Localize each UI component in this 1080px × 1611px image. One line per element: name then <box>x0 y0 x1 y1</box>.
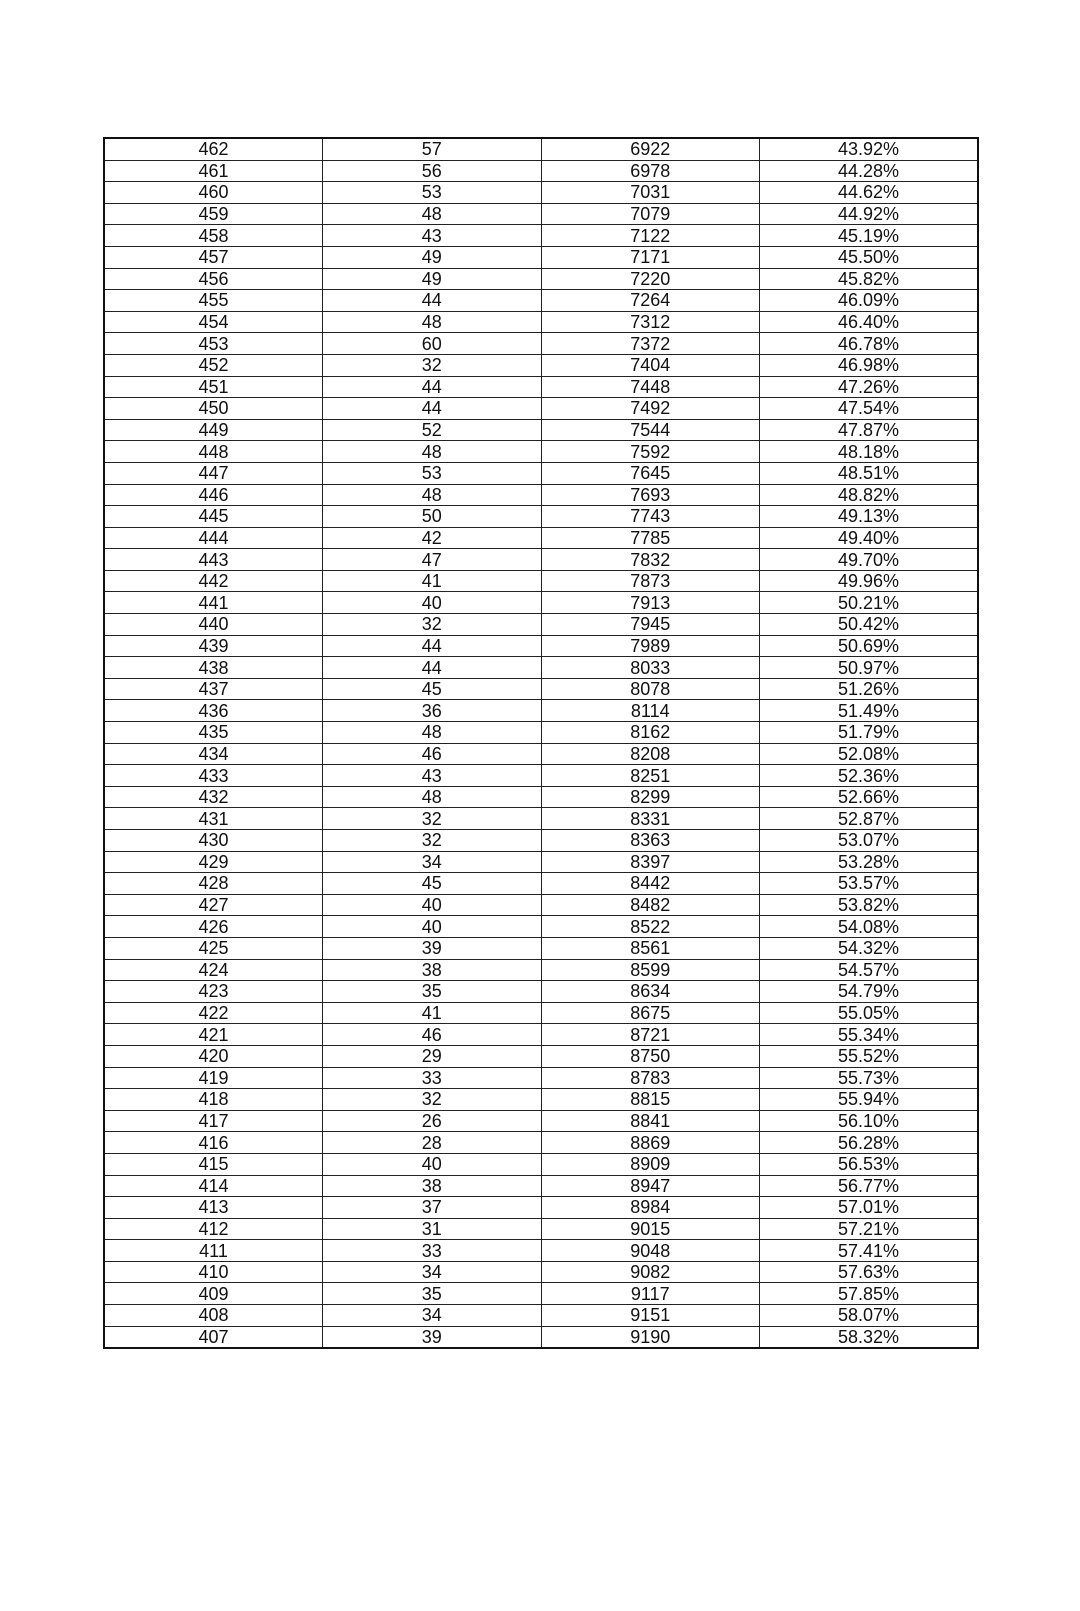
table-body <box>104 138 978 1348</box>
cumulative-count-cell: 7220 <box>541 268 760 290</box>
score-cell: 436 <box>104 700 323 722</box>
cumulative-count-cell: 7873 <box>541 570 760 592</box>
score-cell: 414 <box>104 1175 323 1197</box>
cumulative-count-cell: 7312 <box>541 311 760 333</box>
cumulative-percent-cell: 55.52% <box>760 1045 979 1067</box>
cumulative-percent-cell: 52.36% <box>760 765 979 787</box>
count-cell: 45 <box>323 678 542 700</box>
score-cell: 426 <box>104 916 323 938</box>
count-cell: 60 <box>323 333 542 355</box>
cumulative-percent-cell: 45.19% <box>760 225 979 247</box>
count-cell: 49 <box>323 246 542 268</box>
cumulative-percent-cell: 53.07% <box>760 830 979 852</box>
table-row <box>104 1110 978 1132</box>
table-row <box>104 1283 978 1305</box>
score-cell: 435 <box>104 722 323 744</box>
score-cell: 437 <box>104 678 323 700</box>
count-cell: 50 <box>323 506 542 528</box>
score-cell: 445 <box>104 506 323 528</box>
table-row <box>104 722 978 744</box>
cumulative-percent-cell: 50.69% <box>760 635 979 657</box>
cumulative-percent-cell: 50.42% <box>760 614 979 636</box>
count-cell: 57 <box>323 138 542 160</box>
table-row <box>104 700 978 722</box>
count-cell: 40 <box>323 592 542 614</box>
count-cell: 33 <box>323 1067 542 1089</box>
count-cell: 47 <box>323 549 542 571</box>
cumulative-count-cell: 8299 <box>541 786 760 808</box>
cumulative-percent-cell: 50.97% <box>760 657 979 679</box>
cumulative-count-cell: 8634 <box>541 981 760 1003</box>
cumulative-count-cell: 8561 <box>541 937 760 959</box>
score-cell: 456 <box>104 268 323 290</box>
cumulative-percent-cell: 57.63% <box>760 1261 979 1283</box>
cumulative-percent-cell: 55.05% <box>760 1002 979 1024</box>
cumulative-percent-cell: 56.77% <box>760 1175 979 1197</box>
score-cell: 454 <box>104 311 323 333</box>
cumulative-percent-cell: 58.07% <box>760 1305 979 1327</box>
cumulative-percent-cell: 57.85% <box>760 1283 979 1305</box>
table-row <box>104 1089 978 1111</box>
cumulative-percent-cell: 49.13% <box>760 506 979 528</box>
cumulative-count-cell: 7031 <box>541 182 760 204</box>
count-cell: 48 <box>323 484 542 506</box>
cumulative-count-cell: 7785 <box>541 527 760 549</box>
cumulative-count-cell: 8114 <box>541 700 760 722</box>
cumulative-count-cell: 8522 <box>541 916 760 938</box>
table-row <box>104 937 978 959</box>
count-cell: 42 <box>323 527 542 549</box>
score-cell: 427 <box>104 894 323 916</box>
count-cell: 56 <box>323 160 542 182</box>
cumulative-percent-cell: 48.51% <box>760 462 979 484</box>
cumulative-count-cell: 7448 <box>541 376 760 398</box>
cumulative-count-cell: 8783 <box>541 1067 760 1089</box>
table-row <box>104 959 978 981</box>
cumulative-percent-cell: 55.94% <box>760 1089 979 1111</box>
score-cell: 425 <box>104 937 323 959</box>
cumulative-count-cell: 7171 <box>541 246 760 268</box>
count-cell: 40 <box>323 1153 542 1175</box>
table-row <box>104 160 978 182</box>
table-row <box>104 333 978 355</box>
score-cell: 447 <box>104 462 323 484</box>
table-row <box>104 851 978 873</box>
table-row <box>104 311 978 333</box>
cumulative-count-cell: 7693 <box>541 484 760 506</box>
cumulative-percent-cell: 58.32% <box>760 1326 979 1348</box>
count-cell: 39 <box>323 937 542 959</box>
cumulative-count-cell: 7544 <box>541 419 760 441</box>
score-cell: 429 <box>104 851 323 873</box>
cumulative-count-cell: 6978 <box>541 160 760 182</box>
table-row <box>104 1045 978 1067</box>
count-cell: 34 <box>323 1261 542 1283</box>
table-row <box>104 549 978 571</box>
cumulative-count-cell: 8599 <box>541 959 760 981</box>
cumulative-count-cell: 7372 <box>541 333 760 355</box>
table-row <box>104 981 978 1003</box>
score-cell: 411 <box>104 1240 323 1262</box>
table-row <box>104 1175 978 1197</box>
table-row <box>104 830 978 852</box>
cumulative-percent-cell: 54.08% <box>760 916 979 938</box>
count-cell: 48 <box>323 786 542 808</box>
table-row <box>104 1024 978 1046</box>
table-row <box>104 614 978 636</box>
table-row <box>104 441 978 463</box>
cumulative-count-cell: 8909 <box>541 1153 760 1175</box>
count-cell: 34 <box>323 851 542 873</box>
cumulative-percent-cell: 56.10% <box>760 1110 979 1132</box>
cumulative-count-cell: 7832 <box>541 549 760 571</box>
cumulative-percent-cell: 53.57% <box>760 873 979 895</box>
score-cell: 459 <box>104 203 323 225</box>
cumulative-count-cell: 9015 <box>541 1218 760 1240</box>
cumulative-count-cell: 8984 <box>541 1197 760 1219</box>
score-cell: 417 <box>104 1110 323 1132</box>
count-cell: 28 <box>323 1132 542 1154</box>
cumulative-count-cell: 9082 <box>541 1261 760 1283</box>
score-cell: 415 <box>104 1153 323 1175</box>
cumulative-count-cell: 7264 <box>541 290 760 312</box>
cumulative-percent-cell: 44.28% <box>760 160 979 182</box>
cumulative-percent-cell: 51.79% <box>760 722 979 744</box>
score-cell: 439 <box>104 635 323 657</box>
cumulative-percent-cell: 56.28% <box>760 1132 979 1154</box>
score-cell: 420 <box>104 1045 323 1067</box>
count-cell: 26 <box>323 1110 542 1132</box>
count-cell: 33 <box>323 1240 542 1262</box>
score-cell: 422 <box>104 1002 323 1024</box>
cumulative-count-cell: 7492 <box>541 398 760 420</box>
cumulative-count-cell: 8033 <box>541 657 760 679</box>
count-cell: 52 <box>323 419 542 441</box>
table-row <box>104 1067 978 1089</box>
table-row <box>104 743 978 765</box>
score-cell: 428 <box>104 873 323 895</box>
score-cell: 416 <box>104 1132 323 1154</box>
table-row <box>104 808 978 830</box>
count-cell: 38 <box>323 959 542 981</box>
table-row <box>104 246 978 268</box>
count-cell: 38 <box>323 1175 542 1197</box>
table-row <box>104 1132 978 1154</box>
table-row <box>104 290 978 312</box>
score-cell: 432 <box>104 786 323 808</box>
cumulative-percent-cell: 43.92% <box>760 138 979 160</box>
score-cell: 453 <box>104 333 323 355</box>
cumulative-count-cell: 8331 <box>541 808 760 830</box>
cumulative-count-cell: 7989 <box>541 635 760 657</box>
cumulative-percent-cell: 48.82% <box>760 484 979 506</box>
cumulative-percent-cell: 54.79% <box>760 981 979 1003</box>
table-row <box>104 354 978 376</box>
score-cell: 413 <box>104 1197 323 1219</box>
table-row <box>104 376 978 398</box>
cumulative-percent-cell: 46.40% <box>760 311 979 333</box>
count-cell: 34 <box>323 1305 542 1327</box>
table-row <box>104 1218 978 1240</box>
count-cell: 40 <box>323 916 542 938</box>
table-row <box>104 1197 978 1219</box>
count-cell: 32 <box>323 830 542 852</box>
count-cell: 43 <box>323 765 542 787</box>
cumulative-percent-cell: 52.87% <box>760 808 979 830</box>
table-row <box>104 873 978 895</box>
cumulative-count-cell: 8815 <box>541 1089 760 1111</box>
cumulative-count-cell: 7079 <box>541 203 760 225</box>
cumulative-percent-cell: 49.96% <box>760 570 979 592</box>
score-cell: 419 <box>104 1067 323 1089</box>
table-row <box>104 419 978 441</box>
cumulative-percent-cell: 51.49% <box>760 700 979 722</box>
cumulative-count-cell: 7122 <box>541 225 760 247</box>
count-cell: 32 <box>323 614 542 636</box>
cumulative-count-cell: 7592 <box>541 441 760 463</box>
score-cell: 462 <box>104 138 323 160</box>
score-cell: 433 <box>104 765 323 787</box>
score-cell: 407 <box>104 1326 323 1348</box>
score-cell: 430 <box>104 830 323 852</box>
cumulative-percent-cell: 45.82% <box>760 268 979 290</box>
score-cell: 412 <box>104 1218 323 1240</box>
score-cell: 421 <box>104 1024 323 1046</box>
table-row <box>104 484 978 506</box>
cumulative-percent-cell: 46.98% <box>760 354 979 376</box>
score-cell: 448 <box>104 441 323 463</box>
table-row <box>104 1002 978 1024</box>
count-cell: 36 <box>323 700 542 722</box>
score-cell: 441 <box>104 592 323 614</box>
table-row <box>104 1305 978 1327</box>
cumulative-percent-cell: 55.34% <box>760 1024 979 1046</box>
cumulative-percent-cell: 52.66% <box>760 786 979 808</box>
cumulative-count-cell: 8078 <box>541 678 760 700</box>
cumulative-percent-cell: 47.26% <box>760 376 979 398</box>
count-cell: 39 <box>323 1326 542 1348</box>
cumulative-percent-cell: 47.54% <box>760 398 979 420</box>
cumulative-percent-cell: 45.50% <box>760 246 979 268</box>
table-row <box>104 570 978 592</box>
cumulative-percent-cell: 51.26% <box>760 678 979 700</box>
cumulative-count-cell: 7913 <box>541 592 760 614</box>
cumulative-percent-cell: 44.92% <box>760 203 979 225</box>
count-cell: 46 <box>323 1024 542 1046</box>
table-row <box>104 894 978 916</box>
count-cell: 37 <box>323 1197 542 1219</box>
table-row <box>104 506 978 528</box>
score-cell: 424 <box>104 959 323 981</box>
cumulative-percent-cell: 57.41% <box>760 1240 979 1262</box>
cumulative-count-cell: 8162 <box>541 722 760 744</box>
score-cell: 444 <box>104 527 323 549</box>
cumulative-percent-cell: 49.40% <box>760 527 979 549</box>
score-cell: 461 <box>104 160 323 182</box>
score-cell: 455 <box>104 290 323 312</box>
cumulative-count-cell: 8721 <box>541 1024 760 1046</box>
cumulative-count-cell: 8397 <box>541 851 760 873</box>
cumulative-percent-cell: 54.32% <box>760 937 979 959</box>
table-row <box>104 527 978 549</box>
count-cell: 44 <box>323 376 542 398</box>
score-distribution-table <box>103 137 979 1349</box>
cumulative-percent-cell: 47.87% <box>760 419 979 441</box>
table-row <box>104 678 978 700</box>
cumulative-percent-cell: 49.70% <box>760 549 979 571</box>
score-cell: 410 <box>104 1261 323 1283</box>
cumulative-percent-cell: 46.09% <box>760 290 979 312</box>
cumulative-percent-cell: 57.21% <box>760 1218 979 1240</box>
cumulative-count-cell: 8482 <box>541 894 760 916</box>
table-row <box>104 1326 978 1348</box>
score-cell: 450 <box>104 398 323 420</box>
cumulative-count-cell: 8251 <box>541 765 760 787</box>
table-row <box>104 398 978 420</box>
score-cell: 452 <box>104 354 323 376</box>
score-cell: 449 <box>104 419 323 441</box>
table-row <box>104 225 978 247</box>
table-row <box>104 1261 978 1283</box>
count-cell: 32 <box>323 808 542 830</box>
cumulative-count-cell: 6922 <box>541 138 760 160</box>
score-cell: 442 <box>104 570 323 592</box>
table-row <box>104 138 978 160</box>
cumulative-percent-cell: 53.82% <box>760 894 979 916</box>
table-row <box>104 1153 978 1175</box>
score-cell: 440 <box>104 614 323 636</box>
cumulative-percent-cell: 53.28% <box>760 851 979 873</box>
cumulative-percent-cell: 52.08% <box>760 743 979 765</box>
count-cell: 44 <box>323 398 542 420</box>
cumulative-count-cell: 9048 <box>541 1240 760 1262</box>
cumulative-percent-cell: 48.18% <box>760 441 979 463</box>
cumulative-count-cell: 9190 <box>541 1326 760 1348</box>
table-row <box>104 462 978 484</box>
score-cell: 451 <box>104 376 323 398</box>
table-row <box>104 1240 978 1262</box>
count-cell: 41 <box>323 1002 542 1024</box>
score-cell: 446 <box>104 484 323 506</box>
cumulative-count-cell: 8750 <box>541 1045 760 1067</box>
count-cell: 44 <box>323 290 542 312</box>
score-cell: 457 <box>104 246 323 268</box>
score-cell: 434 <box>104 743 323 765</box>
cumulative-count-cell: 8363 <box>541 830 760 852</box>
score-cell: 431 <box>104 808 323 830</box>
count-cell: 44 <box>323 657 542 679</box>
count-cell: 29 <box>323 1045 542 1067</box>
cumulative-count-cell: 8841 <box>541 1110 760 1132</box>
count-cell: 35 <box>323 981 542 1003</box>
score-cell: 409 <box>104 1283 323 1305</box>
cumulative-count-cell: 8675 <box>541 1002 760 1024</box>
count-cell: 32 <box>323 354 542 376</box>
count-cell: 48 <box>323 203 542 225</box>
table-row <box>104 592 978 614</box>
cumulative-count-cell: 9117 <box>541 1283 760 1305</box>
count-cell: 48 <box>323 311 542 333</box>
score-cell: 460 <box>104 182 323 204</box>
cumulative-count-cell: 7404 <box>541 354 760 376</box>
cumulative-percent-cell: 55.73% <box>760 1067 979 1089</box>
score-cell: 408 <box>104 1305 323 1327</box>
cumulative-count-cell: 7645 <box>541 462 760 484</box>
cumulative-percent-cell: 44.62% <box>760 182 979 204</box>
cumulative-percent-cell: 50.21% <box>760 592 979 614</box>
count-cell: 40 <box>323 894 542 916</box>
cumulative-count-cell: 7743 <box>541 506 760 528</box>
cumulative-count-cell: 8869 <box>541 1132 760 1154</box>
cumulative-percent-cell: 57.01% <box>760 1197 979 1219</box>
cumulative-count-cell: 9151 <box>541 1305 760 1327</box>
table-row <box>104 268 978 290</box>
table-row <box>104 203 978 225</box>
count-cell: 46 <box>323 743 542 765</box>
count-cell: 41 <box>323 570 542 592</box>
cumulative-count-cell: 7945 <box>541 614 760 636</box>
table-row <box>104 182 978 204</box>
score-cell: 423 <box>104 981 323 1003</box>
cumulative-count-cell: 8442 <box>541 873 760 895</box>
table-row <box>104 657 978 679</box>
count-cell: 32 <box>323 1089 542 1111</box>
count-cell: 53 <box>323 462 542 484</box>
cumulative-count-cell: 8208 <box>541 743 760 765</box>
count-cell: 43 <box>323 225 542 247</box>
score-cell: 443 <box>104 549 323 571</box>
table-row <box>104 786 978 808</box>
score-cell: 438 <box>104 657 323 679</box>
count-cell: 44 <box>323 635 542 657</box>
count-cell: 45 <box>323 873 542 895</box>
count-cell: 48 <box>323 722 542 744</box>
table-row <box>104 765 978 787</box>
count-cell: 48 <box>323 441 542 463</box>
score-cell: 418 <box>104 1089 323 1111</box>
score-cell: 458 <box>104 225 323 247</box>
cumulative-percent-cell: 56.53% <box>760 1153 979 1175</box>
count-cell: 53 <box>323 182 542 204</box>
cumulative-count-cell: 8947 <box>541 1175 760 1197</box>
count-cell: 31 <box>323 1218 542 1240</box>
count-cell: 49 <box>323 268 542 290</box>
count-cell: 35 <box>323 1283 542 1305</box>
table-row <box>104 635 978 657</box>
cumulative-percent-cell: 46.78% <box>760 333 979 355</box>
table-row <box>104 916 978 938</box>
cumulative-percent-cell: 54.57% <box>760 959 979 981</box>
